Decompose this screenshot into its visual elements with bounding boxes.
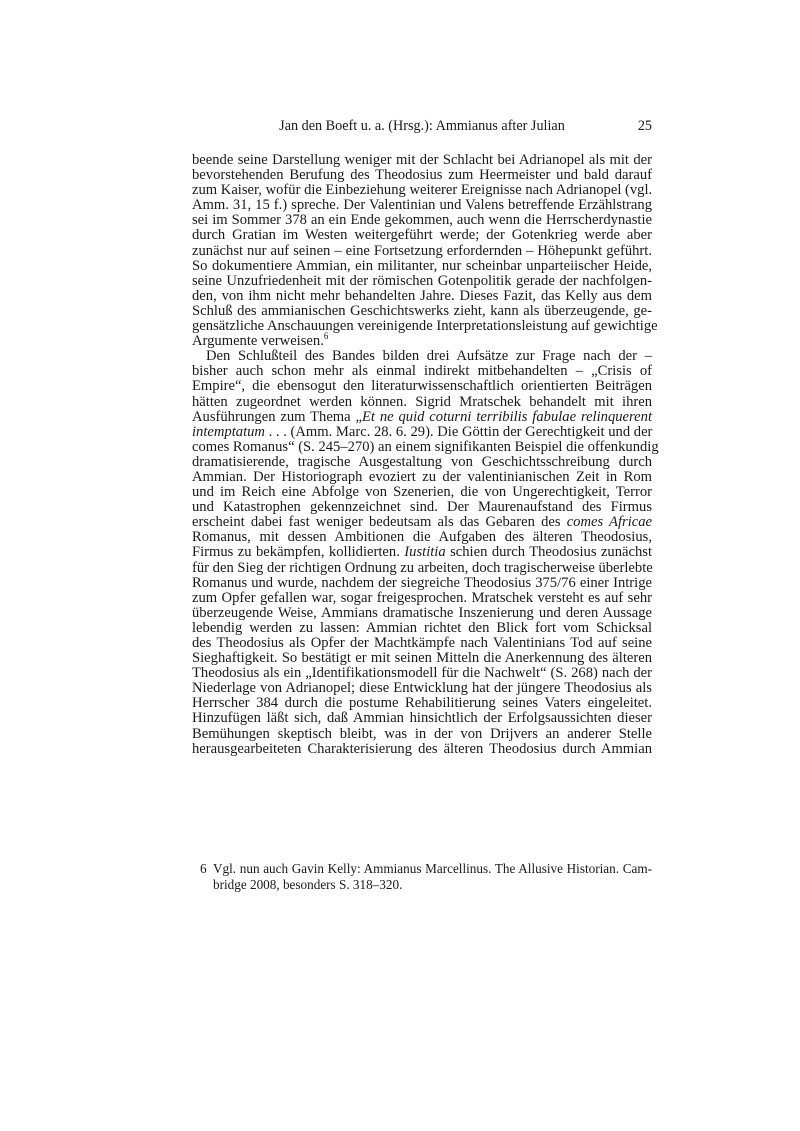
footnote-line: bridge 2008, besonders S. 318–320. [213, 876, 403, 892]
text-line: Theodosius als ein „Identifikationsmodell für die Nachwelt“ (S. 268) nach der [192, 665, 652, 682]
italic-text: intemptatum [192, 423, 265, 440]
text-line: So dokumentiere Ammian, ein militanter, nur scheinbar unparteiischer Heide, [192, 257, 652, 274]
text-line: lebendig werden zu lassen: Ammian richtet den Blick fort vom Schicksal [192, 619, 652, 636]
running-header [192, 118, 652, 136]
text-line: bisher auch schon mehr als einmal indirekt mitbehandelten – „Crisis of [192, 363, 652, 380]
text-line [192, 425, 652, 440]
text-line: für den Sieg der richtigen Ordnung zu arbeiten, doch tragischerweise überlebte [192, 559, 653, 576]
text-line: zunächst nur auf seinen – eine Fortsetzung erfordernden – Höhepunkt geführt. [192, 242, 652, 259]
footnote [192, 861, 652, 892]
text-line: des Theodosius als Opfer der Machtkämpfe nach Valentinians Tod auf seine [192, 635, 652, 651]
text-line [192, 515, 652, 530]
text-line: den, von ihm nicht mehr behandelten Jahre. Dieses Fazit, das Kelly aus dem [192, 287, 652, 304]
text-line: bevorstehenden Berufung des Theodosius zum Heermeister und bald darauf [192, 167, 652, 184]
body-text [192, 152, 659, 757]
text-line: Niederlage von Adrianopel; diese Entwicklung hat der jüngere Theodosius als [192, 680, 652, 697]
footnotes [192, 861, 652, 892]
text-line: zum Opfer gefallen war, sogar freigesprochen. Mratschek versteht es auf sehr [192, 589, 652, 606]
text-segment: . . . (Amm. Marc. 28. 6. 29). Die Göttin der Gerechtigkeit und der [264, 423, 653, 440]
text-line: gensätzliche Anschauungen vereinigende Interpretationsleistung auf gewichtige [192, 318, 658, 335]
footnote-number: 6 [200, 861, 207, 876]
italic-text: comes Africae [566, 514, 653, 531]
page-number: 25 [637, 118, 652, 134]
text-line: comes Romanus“ (S. 245–270) an einem signifikanten Beispiel die offenkundig [192, 438, 659, 455]
text-line: seine Unzufriedenheit mit der römischen Gotenpolitik gerade der nachfolgen- [192, 272, 652, 289]
text-line: Empire“, die ebensogut den literaturwissenschaftlich orientierten Beiträgen [192, 378, 652, 395]
text-line [192, 349, 652, 364]
text-line: sei im Sommer 378 an ein Ende gekommen, auch wenn die Herrscherdynastie [192, 212, 652, 229]
text-line: dramatisierende, tragische Ausgestaltung von Geschichtsschreibung durch [192, 453, 652, 470]
text-line [192, 331, 652, 350]
text-line: und Katastrophen gekennzeichnet sind. Der Maurenaufstand des Firmus [192, 499, 652, 516]
text-segment: Ausführungen zum Thema „ [192, 408, 362, 425]
text-segment: erscheint dabei fast weniger bedeutsam als das Gebaren des [192, 514, 567, 531]
text-line: überzeugende Weise, Ammians dramatische Inszenierung und deren Aussage [192, 604, 652, 621]
text-line: Sieghaftigkeit. So bestätigt er mit seinen Mitteln die Anerkennung des älteren [192, 650, 652, 667]
text-line: herausgearbeiteten Charakterisierung des älteren Theodosius durch Ammian [192, 740, 652, 757]
text-line: Ammian. Der Historiograph evoziert zu der valentinianischen Zeit in Rom [192, 468, 652, 485]
text-segment: Firmus zu bekämpfen, kollidierten. [192, 544, 405, 561]
text-line: beende seine Darstellung weniger mit der Schlacht bei Adrianopel als mit der [192, 152, 652, 168]
text-segment: Den Schlußteil des Bandes bilden drei Aufsätze zur Frage nach der – [206, 348, 652, 365]
italic-text: Iustitia [404, 544, 446, 561]
text-line: durch Gratian im Westen weitergeführt werde; der Gotenkrieg werde aber [192, 227, 652, 244]
italic-text: Et ne quid coturni terribilis fabulae relinquerent [361, 408, 653, 425]
text-line: Bemühungen skeptisch bleibt, was in der von Drijvers an anderer Stelle [192, 725, 652, 742]
text-line: Amm. 31, 15 f.) spreche. Der Valentinian und Valens betreffende Erzählstrang [192, 197, 652, 214]
text-line: zum Kaiser, wofür die Einbeziehung weiterer Ereignisse nach Adrianopel (vgl. [192, 182, 653, 199]
text-line: und im Reich eine Abfolge von Szenerien, die von Ungerechtigkeit, Terror [192, 484, 652, 501]
footnote-line: Vgl. nun auch Gavin Kelly: Ammianus Marcellinus. The Allusive Historian. Cam- [213, 861, 652, 876]
text-line: Romanus, mit dessen Ambitionen die Aufgaben des älteren Theodosius, [192, 529, 652, 546]
footnote-reference: 6 [323, 331, 329, 342]
text-segment: schien durch Theodosius zunächst [445, 544, 652, 561]
text-line: Hinzufügen läßt sich, daß Ammian hinsichtlich der Erfolgsaussichten dieser [192, 710, 652, 727]
text-line: Romanus und wurde, nachdem der siegreiche Theodosius 375/76 einer Intrige [192, 574, 652, 591]
text-line: Schluß des ammianischen Geschichtswerks zieht, kann als überzeugende, ge- [192, 302, 652, 319]
text-line [192, 545, 652, 560]
text-line: hätten zugeordnet werden können. Sigrid Mratschek behandelt mit ihren [192, 393, 652, 410]
text-line: Herrscher 384 durch die postume Rehabilitierung seines Vaters eingeleitet. [192, 695, 652, 712]
running-title: Jan den Boeft u. a. (Hrsg.): Ammianus after Julian [279, 118, 565, 134]
text-line [192, 410, 652, 425]
text-segment: Argumente verweisen. [192, 333, 324, 350]
